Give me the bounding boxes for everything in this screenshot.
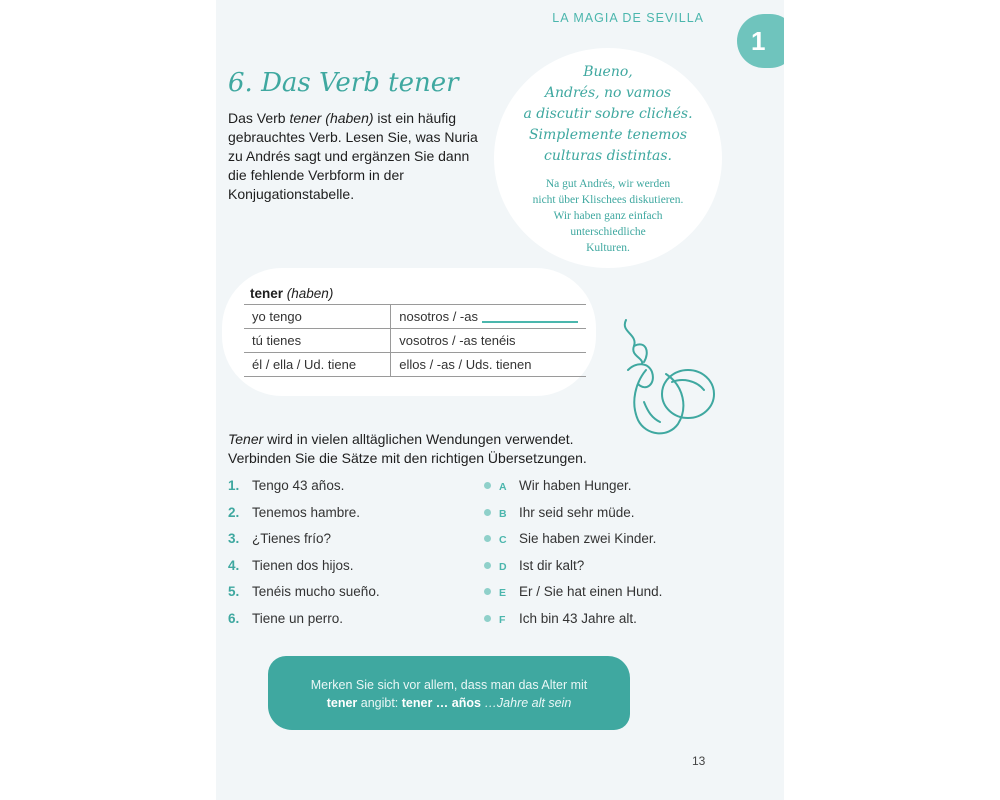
item-text: Tenéis mucho sueño. <box>252 584 380 600</box>
running-header: LA MAGIA DE SEVILLA <box>552 11 704 25</box>
bubble-de-line: unterschiedliche <box>570 226 646 238</box>
list-item[interactable] <box>228 531 380 558</box>
table-cell: yo tengo <box>244 305 391 329</box>
item-letter: A <box>499 481 507 493</box>
fill-in-blank[interactable] <box>482 311 578 323</box>
conjugation-verb: tener <box>250 286 284 301</box>
bubble-es-line: culturas distintas. <box>543 148 672 164</box>
item-number: 3. <box>228 531 240 547</box>
german-translation-list <box>484 478 662 638</box>
tip-angibt: angibt: <box>357 696 402 710</box>
list-item[interactable] <box>484 558 662 585</box>
match-dot-icon[interactable] <box>484 509 491 516</box>
bubble-de-line: Na gut Andrés, wir werden <box>545 178 671 190</box>
match-dot-icon[interactable] <box>484 615 491 622</box>
item-letter: E <box>499 587 507 600</box>
tip-line-1: Merken Sie sich vor allem, dass man das Alter mit <box>310 678 588 692</box>
section-title-text: Das Verb <box>261 68 380 98</box>
item-letter: F <box>499 613 506 626</box>
table-cell: ellos / -as / Uds. tienen <box>391 353 586 377</box>
item-number: 4. <box>228 557 240 573</box>
item-text: Ist dir kalt? <box>519 557 585 573</box>
list-item[interactable] <box>484 505 662 532</box>
list-item[interactable] <box>484 611 662 638</box>
spanish-sentence-list <box>228 478 380 638</box>
bubble-es-line: Andrés, no vamos <box>544 85 672 101</box>
intro-part-a: Das Verb <box>228 110 290 126</box>
list-item[interactable] <box>484 478 662 505</box>
bubble-es-line: a discutir sobre clichés. <box>523 106 693 122</box>
item-text: Tengo 43 años. <box>252 478 345 493</box>
speech-bubble-german <box>520 176 696 256</box>
list-item[interactable] <box>228 505 380 532</box>
table-cell <box>391 305 586 329</box>
exercise-intro-text: wird in vielen alltäglichen Wendungen verwendet. Verbinden Sie die Sätze mit den richtigen Übersetzungen. <box>228 431 587 466</box>
section-title-verb: tener <box>388 68 459 98</box>
item-text: Ihr seid sehr müde. <box>519 504 635 520</box>
section-number: 6. <box>228 68 253 98</box>
exercise-intro <box>228 430 608 468</box>
table-cell-text: nosotros / -as <box>399 309 478 324</box>
section-intro <box>228 109 488 204</box>
item-number: 5. <box>228 584 240 600</box>
item-letter: B <box>499 507 507 520</box>
intro-verb: tener (haben) <box>289 110 374 126</box>
item-text: Tenemos hambre. <box>252 504 361 520</box>
item-text: Er / Sie hat einen Hund. <box>519 584 663 600</box>
textbook-page <box>216 0 784 800</box>
match-dot-icon[interactable] <box>484 588 491 595</box>
bubble-es-line: Simplemente tenemos <box>528 127 688 143</box>
tip-verb: tener <box>326 696 358 710</box>
item-text: Tienen dos hijos. <box>252 557 354 573</box>
item-text: Tiene un perro. <box>252 610 344 626</box>
bubble-de-line: Wir haben ganz einfach <box>553 210 663 222</box>
item-number: 2. <box>228 504 240 520</box>
item-number: 1. <box>228 478 240 493</box>
page-number: 13 <box>692 754 706 768</box>
list-item[interactable] <box>228 584 380 611</box>
conjugation-table <box>244 304 586 377</box>
list-item[interactable] <box>228 611 380 638</box>
table-row <box>244 329 586 353</box>
list-item[interactable] <box>228 558 380 585</box>
item-letter: D <box>499 560 507 573</box>
item-text: Wir haben Hunger. <box>519 478 632 493</box>
list-item[interactable] <box>484 584 662 611</box>
conjugation-caption <box>250 286 333 301</box>
match-dot-icon[interactable] <box>484 482 491 489</box>
item-text: Ich bin 43 Jahre alt. <box>519 610 637 626</box>
exercise-intro-verb: Tener <box>228 431 264 447</box>
list-item[interactable] <box>228 478 380 505</box>
conjugation-gloss: (haben) <box>286 286 334 301</box>
bubble-de-line: Kulturen. <box>586 242 630 254</box>
bubble-de-line: nicht über Klischees diskutieren. <box>532 194 684 206</box>
tip-phrase: tener … años <box>401 696 481 710</box>
item-number: 6. <box>228 610 240 626</box>
table-cell: tú tienes <box>244 329 391 353</box>
item-text: ¿Tienes frío? <box>252 531 332 547</box>
table-row <box>244 305 586 329</box>
bubble-es-line: Bueno, <box>583 64 633 80</box>
item-letter: C <box>499 534 507 547</box>
castanets-icon <box>616 312 726 442</box>
match-dot-icon[interactable] <box>484 535 491 542</box>
table-row <box>244 353 586 377</box>
list-item[interactable] <box>484 531 662 558</box>
item-text: Sie haben zwei Kinder. <box>519 531 657 547</box>
speech-bubble-spanish <box>510 62 706 167</box>
table-cell: él / ella / Ud. tiene <box>244 353 391 377</box>
match-dot-icon[interactable] <box>484 562 491 569</box>
section-title <box>228 68 459 98</box>
chapter-badge: 1 <box>737 14 784 68</box>
tip-text <box>268 676 630 712</box>
tip-meaning: …Jahre alt sein <box>480 696 572 710</box>
intro-part-c: ist ein häufig gebrauchtes Verb. Lesen Sie, was Nuria zu Andrés sagt und ergänzen Sie dann die fehlende Verbform in der Konjugationstabelle. <box>228 110 478 202</box>
table-cell: vosotros / -as tenéis <box>391 329 586 353</box>
